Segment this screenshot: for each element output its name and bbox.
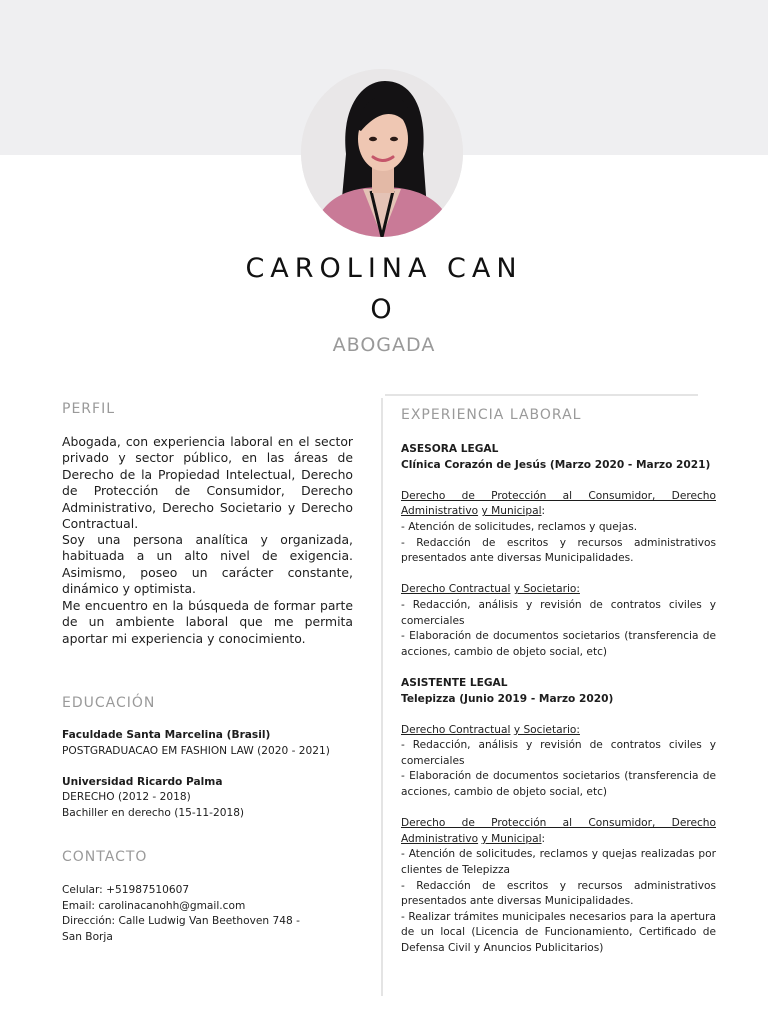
job-2-company: Telepizza (Junio 2019 - Marzo 2020) [401,692,614,705]
portrait-illustration [301,69,463,237]
job-2-item-1: - Redacción, análisis y revisión de contratos civiles y comerciales [401,739,716,767]
job-1-item-2: - Redacción de escritos y recursos administrativos presentados ante diversas Municipalidades. [401,536,716,565]
job-2-heading-2: Derecho de Protección al Consumidor, Derecho Administrativo y Municipal: [401,817,716,845]
job-1-role: ASESORA LEGAL [401,443,499,455]
education-1-degree: POSTGRADUACAO EM FASHION LAW (2020 - 2021) [62,744,330,757]
education-2-degree: DERECHO (2012 - 2018) [62,791,191,804]
experiencia-heading: EXPERIENCIA LABORAL [401,407,582,423]
contact-list [62,883,362,945]
job-2-item-4: - Redacción de escritos y recursos administrativos presentados ante diversas Municipalidades. [401,879,716,908]
job-2-item-5: - Realizar trámites municipales necesarios para la apertura de un local (Licencia de Funcionamiento, Certificado de Defensa Civil y Anuncios Publicitarios) [401,910,716,954]
perfil-paragraph-1: Abogada, con experiencia laboral en el sector privado y sector público, en las áreas de Derecho de la Propiedad Intelectual, Derecho de Protección de Consumidor, Derecho Administrativo, Derecho Societario y Derecho Contractual. [62,434,353,532]
job-1-company: Clínica Corazón de Jesús (Marzo 2020 - Marzo 2021) [401,458,711,471]
education-2-school: Universidad Ricardo Palma [62,775,223,788]
contacto-heading: CONTACTO [62,849,148,865]
perfil-paragraph-2: Soy una persona analítica y organizada, habituada a un alto nivel de exigencia. Asimismo, poseo un carácter constante, dinámico y optimista. [62,532,353,597]
job-title: ABOGADA [332,334,436,356]
perfil-paragraph-3: Me encuentro en la búsqueda de formar parte de un ambiente laboral que me permita aportar mi experiencia y conocimiento. [62,598,353,646]
experience-list [401,442,716,957]
name-line-1: CAROLINA CAN [245,253,523,284]
education-list [62,728,362,822]
perfil-heading: PERFIL [62,401,115,417]
job-1-heading-1: Derecho de Protección al Consumidor, Derecho Administrativo y Municipal: [401,489,716,518]
job-1-heading-2: Derecho Contractual y Societario: [401,583,580,596]
job-2-heading-1: Derecho Contractual y Societario: [401,723,580,736]
contact-email: Email: carolinacanohh@gmail.com [62,899,246,912]
education-2-extra: Bachiller en derecho (15-11-2018) [62,806,245,819]
education-1-school: Faculdade Santa Marcelina (Brasil) [62,729,271,741]
contact-address-1: Dirección: Calle Ludwig Van Beethoven 748 - [62,915,300,928]
job-2-item-3: - Atención de solicitudes, reclamos y quejas realizadas por clientes de Telepizza [401,848,716,877]
horizontal-divider [385,394,698,396]
job-2-item-2: - Elaboración de documentos societarios (transferencia de acciones, cambio de objeto social, etc) [401,770,716,799]
job-1-item-4: - Elaboración de documentos societarios (transferencia de acciones, cambio de objeto social, etc) [401,630,716,658]
job-1-item-3: - Redacción, análisis y revisión de contratos civiles y comerciales [401,598,716,627]
column-divider [381,398,383,996]
contact-address-2: San Borja [62,930,113,943]
profile-photo [301,69,463,237]
contact-phone: Celular: +51987510607 [62,884,190,896]
job-1-item-1: - Atención de solicitudes, reclamos y quejas. [401,520,638,533]
name-line-2: O [370,294,398,325]
educacion-heading: EDUCACIÓN [62,695,156,711]
job-2-role: ASISTENTE LEGAL [401,676,508,689]
